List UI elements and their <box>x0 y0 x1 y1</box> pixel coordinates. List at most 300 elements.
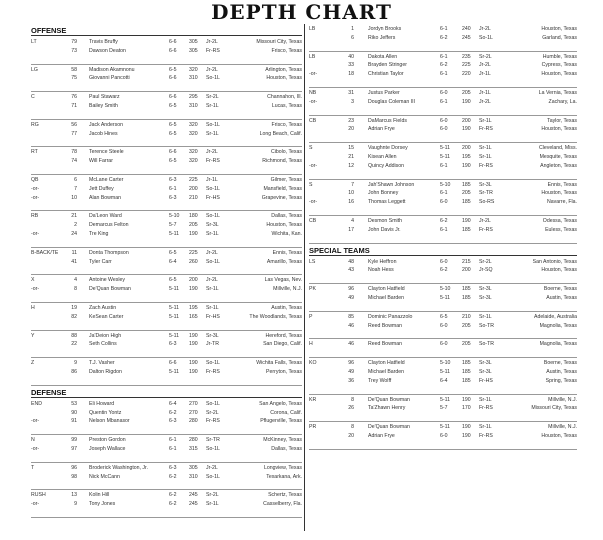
jersey-number: 49 <box>348 294 354 301</box>
position-label: RT <box>31 149 38 156</box>
jersey-number: 6 <box>351 34 354 41</box>
player-row <box>31 194 302 203</box>
jersey-number: 40 <box>348 53 354 60</box>
player-weight: 190 <box>189 360 198 367</box>
player-weight: 190 <box>462 162 471 169</box>
player-weight: 200 <box>189 185 198 192</box>
player-row <box>309 34 577 43</box>
player-name: Tyler Carr <box>89 258 112 265</box>
position-label <box>31 340 58 349</box>
jersey-number: 10 <box>71 194 77 201</box>
player-name: Madison Akamnonu <box>89 66 135 73</box>
player-row <box>31 221 302 230</box>
player-row <box>31 66 302 75</box>
player-weight: 295 <box>189 94 198 101</box>
position-group <box>31 435 302 463</box>
position-label: -or- <box>31 418 40 425</box>
player-name: Jacob Hines <box>89 130 118 137</box>
player-height: 5-11 <box>169 230 179 237</box>
player-class: Sr-2L <box>479 258 492 265</box>
player-weight: 315 <box>189 445 198 452</box>
player-hometown: Las Vegas, Nev. <box>264 277 302 284</box>
player-height: 6-1 <box>169 437 177 444</box>
player-name: Dawson Deaton <box>89 47 126 54</box>
jersey-number: 98 <box>71 473 77 480</box>
player-height: 5-11 <box>440 153 450 160</box>
jersey-number: 22 <box>71 341 77 348</box>
jersey-number: 20 <box>348 432 354 439</box>
player-height: 6-6 <box>169 149 177 156</box>
jersey-number: 99 <box>71 437 77 444</box>
page-title: DEPTH CHART <box>211 0 392 24</box>
player-hometown: Houston, Texas <box>541 26 577 32</box>
player-hometown: Dallas, Texas <box>271 213 302 220</box>
jersey-number: 56 <box>71 121 77 128</box>
position-label: RG <box>31 121 39 128</box>
player-hometown: Houston, Texas <box>541 71 577 78</box>
player-class: Sr-1L <box>206 304 219 311</box>
player-name: Nick McCann <box>89 473 120 480</box>
player-height: 6-0 <box>440 322 448 329</box>
position-label <box>31 409 58 418</box>
player-weight: 195 <box>462 153 471 160</box>
player-hometown: Frisco, Texas <box>271 121 302 128</box>
jersey-number: 4 <box>74 277 77 284</box>
player-height: 6-3 <box>169 418 177 425</box>
position-label <box>309 153 331 162</box>
player-weight: 310 <box>189 75 198 82</box>
jersey-number: 15 <box>348 145 354 152</box>
player-row <box>31 93 302 102</box>
player-hometown: San Angelo, Texas <box>259 400 302 407</box>
position-label <box>309 322 331 331</box>
player-height: 5-7 <box>169 222 177 229</box>
player-name: Da'Leon Ward <box>89 213 122 220</box>
player-hometown: Grapevine, Texas <box>261 194 302 201</box>
player-row <box>31 276 302 285</box>
position-label: -or- <box>309 199 318 206</box>
player-name: Demarcus Felton <box>89 222 129 229</box>
player-weight: 185 <box>462 294 471 301</box>
jersey-number: 74 <box>71 158 77 165</box>
player-class: Fr-HS <box>206 313 220 320</box>
player-row <box>309 285 577 294</box>
position-group <box>31 358 302 386</box>
position-label <box>31 221 58 230</box>
player-hometown: Dallas, Texas <box>271 445 302 452</box>
player-class: So-1L <box>206 258 220 265</box>
player-height: 6-6 <box>169 47 177 54</box>
player-weight: 185 <box>462 181 471 188</box>
jersey-number: 76 <box>71 94 77 101</box>
player-weight: 210 <box>462 313 471 320</box>
player-hometown: Boerne, Texas <box>543 360 577 367</box>
position-label <box>309 404 331 413</box>
player-height: 6-2 <box>169 473 177 480</box>
player-class: Sr-TR <box>206 437 220 444</box>
position-group <box>31 490 302 518</box>
player-row <box>31 74 302 83</box>
player-hometown: Boerne, Texas <box>543 286 577 293</box>
player-name: Bailey Smith <box>89 102 118 109</box>
player-class: Sr-1L <box>206 501 219 508</box>
player-height: 6-0 <box>440 199 448 206</box>
player-row <box>31 340 302 349</box>
player-row <box>309 89 577 98</box>
player-class: Sr-3L <box>479 294 492 301</box>
player-hometown: Channahon, Ill. <box>267 94 302 101</box>
player-height: 6-1 <box>440 226 448 233</box>
player-weight: 280 <box>189 418 198 425</box>
player-name: De'Quan Bowman <box>89 286 131 293</box>
player-weight: 245 <box>462 34 471 41</box>
player-weight: 305 <box>189 39 198 45</box>
player-row <box>309 266 577 275</box>
player-name: Thomas Leggett <box>368 199 406 206</box>
player-hometown: Houston, Texas <box>541 190 577 197</box>
player-weight: 220 <box>462 71 471 78</box>
position-group <box>309 339 577 358</box>
player-name: Trey Wolff <box>368 377 392 384</box>
position-group <box>309 216 577 244</box>
player-weight: 185 <box>462 286 471 293</box>
position-group <box>309 358 577 394</box>
player-name: T.J. Vasher <box>89 360 115 367</box>
position-label <box>309 266 331 275</box>
player-name: Joseph Wallace <box>89 445 126 452</box>
player-name: Jordyn Brooks <box>368 26 402 32</box>
player-name: Will Farrar <box>89 158 113 165</box>
player-row <box>31 417 302 426</box>
jersey-number: 23 <box>348 117 354 124</box>
player-hometown: Frisco, Texas <box>271 47 302 54</box>
position-label: LB <box>309 26 316 32</box>
player-height: 6-6 <box>169 94 177 101</box>
player-height: 6-1 <box>169 185 177 192</box>
jersey-number: 58 <box>71 66 77 73</box>
jersey-number: 8 <box>351 396 354 403</box>
player-name: Desmon Smith <box>368 217 403 224</box>
player-height: 5-11 <box>169 304 179 311</box>
player-weight: 320 <box>189 149 198 156</box>
player-class: Sr-3L <box>479 286 492 293</box>
player-name: Kisean Allen <box>368 153 397 160</box>
player-name: Clayton Hatfield <box>368 286 405 293</box>
player-height: 6-6 <box>169 39 177 45</box>
player-height: 6-2 <box>440 217 448 224</box>
player-height: 6-2 <box>169 409 177 416</box>
player-height: 6-6 <box>169 360 177 367</box>
position-label: B-BACK/TE <box>31 249 58 256</box>
position-group <box>309 257 577 285</box>
player-row <box>309 423 577 432</box>
section-heading: DEFENSE <box>31 386 302 398</box>
player-name: Brayden Stringer <box>368 62 407 69</box>
jersey-number: 90 <box>71 409 77 416</box>
player-row <box>31 148 302 157</box>
player-name: Alan Bowman <box>89 194 122 201</box>
jersey-number: 96 <box>348 360 354 367</box>
player-hometown: McKinney, Texas <box>263 437 302 444</box>
player-class: Sr-3L <box>206 222 219 229</box>
right-column <box>309 24 577 450</box>
player-hometown: Millville, N.J. <box>548 424 577 431</box>
player-height: 5-10 <box>440 181 451 188</box>
player-name: Justus Parker <box>368 89 400 96</box>
player-name: Donta Thompson <box>89 249 129 256</box>
jersey-number: 6 <box>74 176 77 183</box>
jersey-number: 79 <box>71 39 77 45</box>
jersey-number: 24 <box>71 230 77 237</box>
player-row <box>31 436 302 445</box>
player-row <box>309 53 577 62</box>
player-height: 6-2 <box>440 267 448 274</box>
player-class: Jr-SQ <box>479 267 493 274</box>
position-label <box>31 258 58 267</box>
player-height: 6-2 <box>440 34 448 41</box>
player-weight: 190 <box>462 396 471 403</box>
player-height: 6-2 <box>169 501 177 508</box>
player-hometown: Gilmer, Texas <box>270 176 302 183</box>
player-hometown: Schertz, Texas <box>268 492 302 499</box>
player-class: Sr-1L <box>206 286 219 293</box>
player-row <box>31 313 302 322</box>
position-label: QB <box>31 176 39 183</box>
position-label: -or- <box>31 230 40 237</box>
player-weight: 190 <box>189 230 198 237</box>
player-row <box>31 121 302 130</box>
jersey-number: 33 <box>348 62 354 69</box>
position-group <box>309 180 577 216</box>
player-name: Quincy Addison <box>368 162 405 169</box>
player-class: Fr-HS <box>479 377 493 384</box>
player-row <box>309 226 577 235</box>
player-name: Jett Duffey <box>89 185 114 192</box>
player-name: Giovanni Pancotti <box>89 75 130 82</box>
player-height: 6-1 <box>440 26 448 32</box>
position-label <box>309 432 331 441</box>
player-row <box>31 212 302 221</box>
player-class: Sr-3L <box>479 368 492 375</box>
player-row <box>31 176 302 185</box>
player-hometown: Texarkana, Ark. <box>266 473 302 480</box>
player-name: Tre King <box>89 230 109 237</box>
player-hometown: San Antonio, Texas <box>532 258 577 265</box>
player-weight: 185 <box>462 377 471 384</box>
player-height: 6-5 <box>169 66 177 73</box>
jersey-number: 4 <box>351 217 354 224</box>
player-hometown: Mansfield, Texas <box>263 185 302 192</box>
player-weight: 195 <box>189 304 198 311</box>
position-label: END <box>31 400 42 407</box>
jersey-number: 9 <box>74 360 77 367</box>
player-weight: 310 <box>189 473 198 480</box>
jersey-number: 73 <box>71 47 77 54</box>
player-height: 6-3 <box>169 176 177 183</box>
player-height: 6-1 <box>440 190 448 197</box>
jersey-number: 2 <box>74 222 77 229</box>
player-class: Fr-RS <box>479 226 493 233</box>
player-class: Jr-2L <box>206 149 218 156</box>
position-group <box>31 399 302 435</box>
player-class: Jr-2L <box>479 98 491 105</box>
position-label: P <box>309 313 313 320</box>
player-weight: 205 <box>462 89 471 96</box>
player-class: Sr-3L <box>206 332 219 339</box>
player-name: De'Quan Bowman <box>368 424 410 431</box>
player-weight: 225 <box>462 62 471 69</box>
player-hometown: Houston, Texas <box>266 222 302 229</box>
position-label: C <box>31 94 35 101</box>
player-weight: 320 <box>189 130 198 137</box>
player-name: Antoine Wesley <box>89 277 125 284</box>
player-row <box>31 38 302 47</box>
player-class: Sr-2L <box>206 94 219 101</box>
player-name: Douglas Coleman III <box>368 98 415 105</box>
player-hometown: Ennis, Texas <box>547 181 577 188</box>
position-group <box>309 143 577 179</box>
player-height: 6-5 <box>169 277 177 284</box>
jersey-number: 85 <box>348 313 354 320</box>
position-label: S <box>309 181 313 188</box>
player-name: KeSean Carter <box>89 313 124 320</box>
player-class: So-1L <box>206 473 220 480</box>
position-label: LT <box>31 39 37 45</box>
player-row <box>309 377 577 386</box>
player-row <box>309 368 577 377</box>
player-weight: 280 <box>189 437 198 444</box>
player-class: Jr-2L <box>206 249 218 256</box>
player-row <box>31 445 302 454</box>
player-hometown: Amarillo, Texas <box>266 258 302 265</box>
player-weight: 205 <box>462 322 471 329</box>
player-weight: 320 <box>189 66 198 73</box>
player-class: Jr-TR <box>206 341 219 348</box>
player-hometown: La Vernia, Texas <box>538 89 577 96</box>
player-row <box>31 368 302 377</box>
position-group <box>31 275 302 303</box>
jersey-number: 48 <box>348 258 354 265</box>
jersey-number: 7 <box>351 181 354 188</box>
position-label: -or- <box>31 501 40 508</box>
player-class: Fr-HS <box>206 194 220 201</box>
player-row <box>309 144 577 153</box>
player-height: 5-7 <box>440 405 448 412</box>
player-hometown: Long Beach, Calif. <box>259 130 302 137</box>
position-label <box>31 313 58 322</box>
player-hometown: Houston, Texas <box>266 75 302 82</box>
player-row <box>31 409 302 418</box>
player-height: 6-5 <box>169 102 177 109</box>
position-label <box>309 226 331 235</box>
player-class: Jr-2L <box>479 26 491 32</box>
player-class: Jr-2L <box>206 66 218 73</box>
player-row <box>309 61 577 70</box>
player-weight: 305 <box>189 464 198 471</box>
player-row <box>309 189 577 198</box>
player-hometown: Missouri City, Texas <box>256 39 302 45</box>
player-weight: 190 <box>189 341 198 348</box>
player-height: 6-1 <box>440 71 448 78</box>
player-height: 5-11 <box>169 332 179 339</box>
player-class: Sr-1L <box>479 313 492 320</box>
jersey-number: 46 <box>348 341 354 348</box>
player-class: Jr-2L <box>206 464 218 471</box>
player-row <box>309 313 577 322</box>
player-hometown: Garland, Texas <box>542 34 577 41</box>
position-group <box>31 211 302 247</box>
position-label <box>31 47 58 56</box>
player-hometown: Arlington, Texas <box>265 66 302 73</box>
position-label <box>309 34 331 43</box>
player-weight: 190 <box>189 286 198 293</box>
player-name: Travis Bruffy <box>89 39 118 45</box>
player-hometown: Millville, N.J. <box>548 396 577 403</box>
jersey-number: 18 <box>348 71 354 78</box>
jersey-number: 8 <box>74 286 77 293</box>
player-name: Jah'Shawn Johnson <box>368 181 415 188</box>
player-hometown: Ennis, Texas <box>272 249 302 256</box>
player-name: John Davis Jr. <box>368 226 401 233</box>
player-name: Reed Bowman <box>368 341 403 348</box>
jersey-number: 7 <box>74 185 77 192</box>
player-weight: 205 <box>189 222 198 229</box>
player-weight: 310 <box>189 102 198 109</box>
player-height: 6-5 <box>169 158 177 165</box>
player-hometown: Wichita Falls, Texas <box>256 360 302 367</box>
player-row <box>31 285 302 294</box>
jersey-number: 53 <box>71 400 77 407</box>
position-label <box>31 74 58 83</box>
player-row <box>309 70 577 79</box>
player-weight: 200 <box>462 117 471 124</box>
position-label: PK <box>309 286 316 293</box>
jersey-number: 71 <box>71 102 77 109</box>
player-height: 5-11 <box>440 145 450 152</box>
player-hometown: San Diego, Calif. <box>263 341 302 348</box>
player-row <box>309 25 577 34</box>
player-class: Sr-1L <box>206 130 219 137</box>
player-height: 6-5 <box>169 130 177 137</box>
player-class: Fr-RS <box>479 405 493 412</box>
position-group <box>31 248 302 276</box>
player-name: Terence Steele <box>89 149 124 156</box>
player-name: Adrian Frye <box>368 126 395 133</box>
section-heading: OFFENSE <box>31 24 302 36</box>
section-heading: SPECIAL TEAMS <box>309 244 577 256</box>
player-name: Michael Barden <box>368 294 405 301</box>
player-class: Fr-RS <box>206 368 220 375</box>
jersey-number: 41 <box>71 258 77 265</box>
player-height: 5-11 <box>440 368 450 375</box>
player-class: So-1L <box>479 34 493 41</box>
position-label: -or- <box>31 194 40 201</box>
position-label <box>31 368 58 377</box>
jersey-number: 9 <box>74 501 77 508</box>
player-row <box>309 153 577 162</box>
player-weight: 190 <box>462 126 471 133</box>
player-weight: 190 <box>189 332 198 339</box>
position-group <box>31 175 302 211</box>
player-height: 5-10 <box>440 360 451 367</box>
jersey-number: 8 <box>351 424 354 431</box>
player-hometown: Missouri City, Texas <box>531 405 577 412</box>
player-hometown: Cleveland, Miss. <box>538 145 577 152</box>
player-weight: 190 <box>462 217 471 224</box>
player-row <box>31 185 302 194</box>
player-hometown: Casselberry, Fla. <box>263 501 302 508</box>
position-label <box>309 61 331 70</box>
